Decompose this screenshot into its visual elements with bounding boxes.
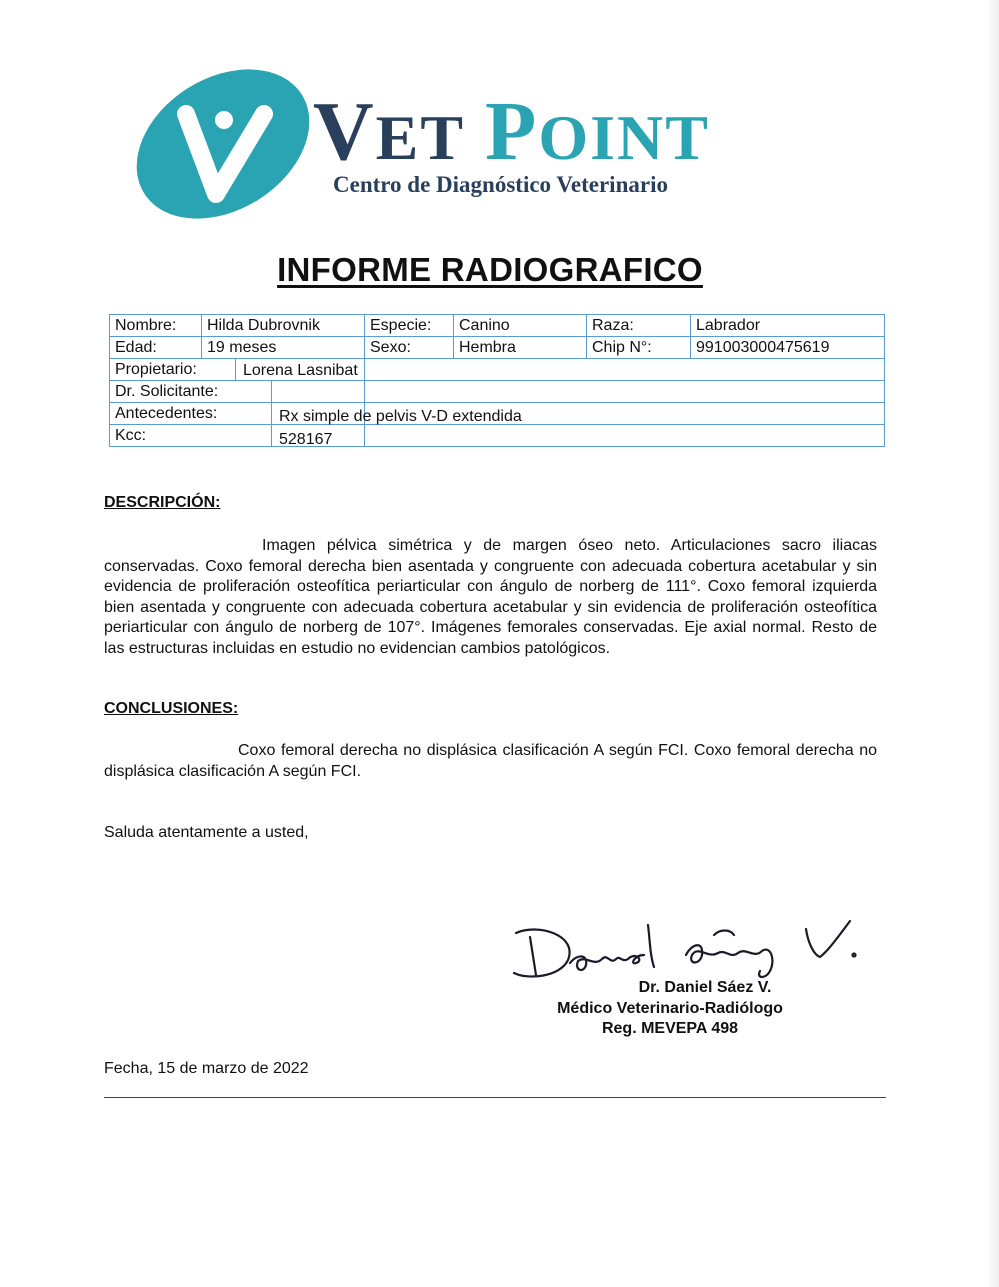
propietario-label: Propietario: xyxy=(110,359,236,380)
brand-point: POINT xyxy=(485,85,710,178)
chip-label: Chip N°: xyxy=(587,337,691,359)
nombre-value: Hilda Dubrovnik xyxy=(202,315,365,337)
report-date: Fecha, 15 de marzo de 2022 xyxy=(104,1060,309,1077)
especie-value: Canino xyxy=(454,315,587,337)
footer-rule xyxy=(104,1097,886,1098)
logo-tagline: Centro de Diagnóstico Veterinario xyxy=(333,172,668,197)
nombre-label: Nombre: xyxy=(110,315,202,337)
closing-greeting: Saluda atentamente a usted, xyxy=(104,824,309,841)
vet-point-emblem-icon xyxy=(128,62,328,227)
signer-block xyxy=(500,978,840,1040)
raza-label: Raza: xyxy=(587,315,691,337)
edad-label: Edad: xyxy=(110,337,202,359)
kcc-label: Kcc: xyxy=(110,425,272,446)
table-row xyxy=(110,381,885,403)
solicitante-label: Dr. Solicitante: xyxy=(110,381,272,402)
description-heading: DESCRIPCIÓN: xyxy=(104,494,221,511)
conclusions-text: Coxo femoral derecha no displásica clasificación A según FCI. Coxo femoral derecha no displásica clasificación A según FCI. xyxy=(104,742,877,780)
brand-vet: VET xyxy=(313,85,466,178)
report-title: INFORME RADIOGRAFICO xyxy=(277,251,703,288)
table-row xyxy=(110,315,885,337)
signer-registry: Reg. MEVEPA 498 xyxy=(601,1020,739,1037)
edad-value: 19 meses xyxy=(202,337,365,359)
especie-label: Especie: xyxy=(365,315,454,337)
solicitante-cell xyxy=(110,381,365,403)
signer-name: Dr. Daniel Sáez V. xyxy=(638,979,772,996)
page-edge xyxy=(989,0,999,1287)
sexo-value: Hembra xyxy=(454,337,587,359)
propietario-value-cell xyxy=(365,359,885,381)
description-text: Imagen pélvica simétrica y de margen óseo neto. Articulaciones sacro iliacas conservadas. Coxo femoral derecha bien asentada y congruente con adecuada cobertura acetabular y sin evidencia de proliferación osteofítica periarticular con ángulo de norberg de 111°. Coxo femoral izquierda bien asentada y congruente con adecuada cobertura acetabular y sin evidencia de proliferación osteofítica periarticular con ángulo de norberg de 107°. Imágenes femorales conservadas. Eje axial normal. Resto de las estructuras incluidas en estudio no evidencian cambios patológicos. xyxy=(104,537,877,657)
propietario-value: Lorena Lasnibat xyxy=(243,362,358,379)
handwritten-signature xyxy=(508,915,868,985)
brand-name xyxy=(313,85,710,180)
kcc-value: 528167 xyxy=(279,431,333,448)
raza-value: Labrador xyxy=(691,315,885,337)
solicitante-value xyxy=(365,381,885,403)
chip-value: 991003000475619 xyxy=(691,337,885,359)
sexo-label: Sexo: xyxy=(365,337,454,359)
vet-point-logo xyxy=(128,62,788,227)
conclusions-heading: CONCLUSIONES: xyxy=(104,700,239,717)
antecedentes-value: Rx simple de pelvis V-D extendida xyxy=(279,408,522,425)
table-row xyxy=(110,337,885,359)
table-row xyxy=(110,359,885,381)
signer-title: Médico Veterinario-Radiólogo xyxy=(557,999,783,1017)
antecedentes-label: Antecedentes: xyxy=(110,403,272,424)
